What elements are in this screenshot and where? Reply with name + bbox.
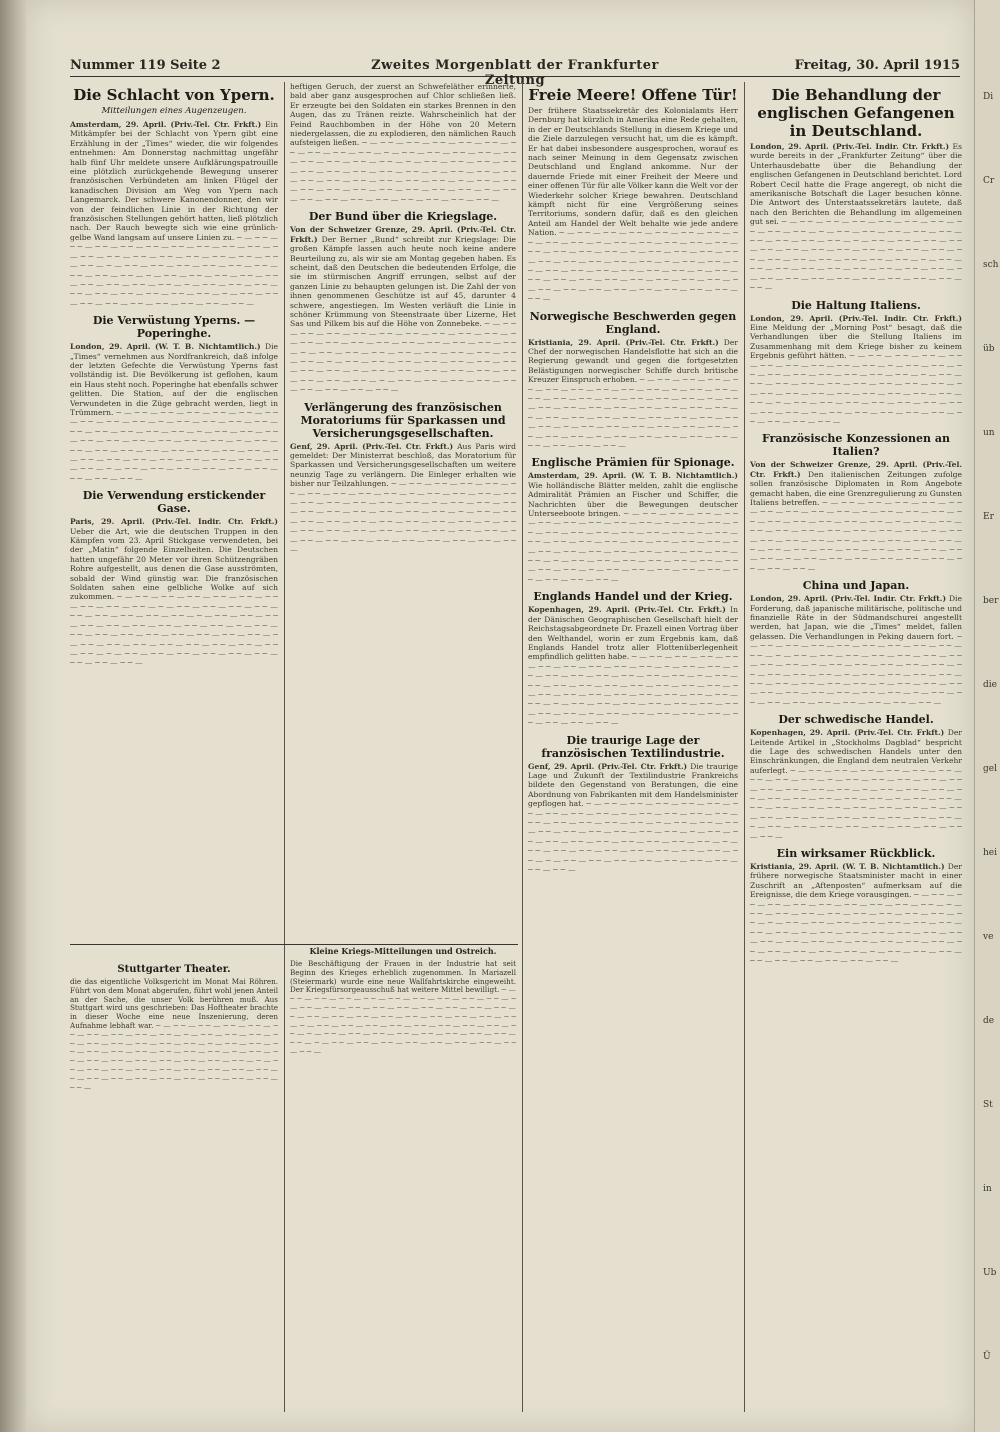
column-1: [70, 82, 278, 952]
article-dateline: Von der Schweizer Grenze, 29. April. (Priv.-Tel. Ctr. Frkft.): [750, 460, 962, 479]
article: [750, 847, 962, 965]
article: [70, 86, 278, 308]
column-rule: [284, 82, 285, 1412]
article-headline: Der Bund über die Kriegslage.: [308, 210, 498, 224]
feuilleton-left-text: die das eigentliche Volksgericht im Monat Mai Röhren. Führt von dem Monat abgerufen, führt wohl jenen Anteil an der Sache, die unser Volk berühren muß. Aus Stuttgart wird uns geschrieben: Das Hoftheater brachte in dieser Woche eine neue Inszenierung, deren Aufnahme lebhaft war.: [70, 977, 278, 1030]
article-text: Es wurde bereits in der „Frankfurter Zeitung“ über die Unterhausdebatte über die Behandlung der englischen Gefangenen in Deutschland berichtet. Lord Robert Cecil hatte die Frage angeregt, ob nicht die amerikanische Botschaft die Lager besuchen könne. Die Antwort des Unterstaatssekretärs lautete, daß nach den Berichten die Behandlung im allgemeinen gut sei.: [750, 142, 962, 227]
article-body: [528, 471, 738, 584]
adjacent-page-fragment: sch: [983, 260, 999, 270]
adjacent-page-fragment: ber: [983, 596, 999, 606]
article-dateline: Paris, 29. April. (Priv.-Tel. Indir. Ctr. Frkft.): [70, 517, 278, 527]
article-body: [750, 728, 962, 841]
article-dateline: London, 29. April. (W. T. B. Nichtamtlich.): [70, 342, 261, 352]
article-headline: Die Verwüstung Yperns. — Poperinghe.: [92, 314, 256, 341]
article-text: Aus Paris wird gemeldet: Der Ministerrat beschloß, das Moratorium für Sparkassen und Versicherungsgesellschaften um weitere neunzig Tage zu verlängern. Die Einleger erhalten wie bisher nur Teilzahlungen.: [290, 441, 516, 489]
article: [750, 713, 962, 841]
filler-text: ─ — ─ ─ — ─ ─ — ─ ─ — ─ ─ — ─ ─ — ─ ─ — ─ ─ — ─ ─ — ─ ─ — ─ — ─ ─ — ─ ─ — ─ ─ — ─ ─ — ─ ─ — ─ ─ — ─ ─ — ─ ─ — ─ ─ — ─ — ─ ─ — ─ ─ — ─ ─ — ─ ─ — ─ ─ — ─ ─ — ─ ─ — ─ ─ — ─ ─ — ─ — ─ ─ — ─ ─ — ─ ─ — ─ ─ — ─ ─ — ─ ─ — ─ ─ — ─ ─ — ─ ─ — ─ — ─ ─ — ─ ─ — ─ ─ — ─ ─ — ─ ─ — ─ ─ — ─ ─ — ─ ─ — ─ ─ — ─ — ─ ─ — ─ ─ — ─ ─ — ─ ─ — ─ ─ — ─ ─ — ─ ─ — ─ ─ — ─ ─ —: [70, 232, 278, 308]
filler-text: ─ — ─ ─ — ─ ─ — ─ ─ — ─ ─ — ─ ─ — ─ ─ — ─ ─ — ─ ─ — ─ ─ — ─ — ─ ─ — ─ ─ — ─ ─ — ─ ─ — ─ ─ — ─ ─ — ─ ─ — ─ ─ — ─ ─ — ─ — ─ ─ — ─ ─ — ─ ─ — ─ ─ — ─ ─ — ─ ─ — ─ ─ — ─ ─ — ─ ─ — ─ — ─ ─ — ─ ─ — ─ ─ — ─ ─ — ─ ─ — ─ ─ — ─ ─ — ─ ─ — ─ ─ — ─ — ─ ─ — ─ ─ — ─ ─ — ─ ─ — ─ ─ — ─ ─ — ─ ─ — ─ ─ — ─ ─ — ─ — ─ ─ — ─ ─ — ─ ─ — ─ ─ — ─ ─ — ─ ─ — ─ ─ — ─ ─ — ─ ─ —: [528, 228, 738, 304]
filler-text: ─ — ─ ─ — ─ ─ — ─ ─ — ─ ─ — ─ ─ — ─ ─ — ─ ─ — ─ ─ — ─ ─ — ─ — ─ ─ — ─ ─ — ─ ─ — ─ ─ — ─ ─ — ─ ─ — ─ ─ — ─ ─ — ─ ─ — ─ — ─ ─ — ─ ─ — ─ ─ — ─ ─ — ─ ─ — ─ ─ — ─ ─ — ─ ─ — ─ ─ — ─ — ─ ─ — ─ ─ — ─ ─ — ─ ─ — ─ ─ — ─ ─ — ─ ─ — ─ ─ — ─ ─ — ─ — ─ ─ — ─ ─ — ─ ─ — ─ ─ — ─ ─ — ─ ─ — ─ ─ — ─ ─ — ─ ─ — ─ — ─ ─ — ─ ─ — ─ ─ — ─ ─ — ─ ─ — ─ ─ — ─ ─ — ─ ─ — ─ ─ —: [528, 799, 738, 875]
article: [528, 456, 738, 584]
article-text: Die „Times“ vernehmen aus Nordfrankreich, daß infolge der letzten Gefechte die Verwüstung Yperns fast vollständig ist. Die Bevölkerung ist geflohen, kaum ein Haus steht noch. Poperinghe hat ebenfalls schwer gelitten. Die Station, auf der die englischen Verwundeten in die Züge gebracht werden, liegt in Trümmern.: [70, 342, 278, 417]
adjacent-page-fragment: de: [983, 1016, 995, 1026]
article-body: [70, 342, 278, 483]
filler-text: ─ — ─ ─ — ─ ─ — ─ ─ — ─ ─ — ─ ─ — ─ ─ — ─ ─ — ─ ─ — ─ ─ — ─ — ─ ─ — ─ ─ — ─ ─ — ─ ─ — ─ ─ — ─ ─ — ─ ─ — ─ ─ — ─ ─ — ─ — ─ ─ — ─ ─ — ─ ─ — ─ ─ — ─ ─ — ─ ─ — ─ ─ — ─ ─ — ─ ─ — ─ — ─ ─ — ─ ─ — ─ ─ — ─ ─ — ─ ─ — ─ ─ — ─ ─ — ─ ─ — ─ ─ — ─ — ─ ─ — ─ ─ — ─ ─ — ─ ─ — ─ ─ — ─ ─ — ─ ─ — ─ ─ — ─ ─ — ─ — ─ ─ — ─ ─ — ─ ─ — ─ ─ — ─ ─ — ─ ─ — ─ ─ — ─ ─ — ─ ─ —: [70, 407, 278, 483]
filler-text: ─ — ─ ─ — ─ ─ — ─ ─ — ─ ─ — ─ ─ — ─ ─ — ─ ─ — ─ ─ — ─ ─ — ─ — ─ ─ — ─ ─ — ─ ─ — ─ ─ — ─ ─ — ─ ─ — ─ ─ — ─ ─ — ─ ─ — ─ — ─ ─ — ─ ─ — ─ ─ — ─ ─ — ─ ─ — ─ ─ — ─ ─ — ─ ─ — ─ ─ — ─ — ─ ─ — ─ ─ — ─ ─ — ─ ─ — ─ ─ — ─ ─ — ─ ─ — ─ ─ — ─ ─ — ─ — ─ ─ — ─ ─ — ─ ─ — ─ ─ — ─ ─ — ─ ─ — ─ ─ — ─ ─ — ─ ─ — ─ — ─ ─ — ─ ─ — ─ ─ — ─ ─ — ─ ─ — ─ ─ — ─ ─ — ─ ─ — ─ ─ —: [528, 375, 738, 450]
article-body: [70, 120, 278, 308]
filler-text: ─ — ─ ─ — ─ ─ — ─ ─ — ─ ─ — ─ ─ — ─ ─ — ─ ─ — ─ ─ — ─ ─ — ─ — ─ ─ — ─ ─ — ─ ─ — ─ ─ — ─ ─ — ─ ─ — ─ ─ — ─ ─ — ─ ─ — ─ — ─ ─ — ─ ─ — ─ ─ — ─ ─ — ─ ─ — ─ ─ — ─ ─ — ─ ─ — ─ ─ — ─ — ─ ─ — ─ ─ — ─ ─ — ─ ─ — ─ ─ — ─ ─ — ─ ─ — ─ ─ — ─ ─ — ─ — ─ ─ — ─ ─ — ─ ─ — ─ ─ — ─ ─ — ─ ─ — ─ ─ — ─ ─ — ─ ─ — ─ — ─ ─ — ─ ─ — ─ ─ — ─ ─ — ─ ─ — ─ ─ — ─ ─ — ─ ─ — ─ ─ —: [750, 765, 962, 841]
article-dateline: Kristiania, 29. April. (Priv.-Tel. Ctr. Frkft.): [528, 337, 719, 347]
adjacent-page-fragment: ve: [983, 932, 994, 942]
article-text: Der Leitende Artikel in „Stockholms Dagblad“ bespricht die Lage des schwedischen Handels unter den Einschränkungen, die England dem neutralen Verkehr auferlegt.: [750, 728, 962, 775]
article-body: [290, 225, 516, 394]
article-headline: Die Verwendung erstickender Gase.: [82, 489, 266, 516]
book-spine: [0, 0, 26, 1432]
article: [750, 579, 962, 707]
column-rule: [744, 82, 745, 1412]
filler-text: ─ — ─ ─ — ─ ─ — ─ ─ — ─ ─ — ─ ─ — ─ ─ — ─ ─ — ─ ─ — ─ ─ — ─ — ─ ─ — ─ ─ — ─ ─ — ─ ─ — ─ ─ — ─ ─ — ─ ─ — ─ ─ — ─ ─ — ─ — ─ ─ — ─ ─ — ─ ─ — ─ ─ — ─ ─ — ─ ─ — ─ ─ — ─ ─ — ─ ─ — ─ — ─ ─ — ─ ─ — ─ ─ — ─ ─ — ─ ─ — ─ ─ — ─ ─ — ─ ─ — ─ ─ — ─ — ─ ─ — ─ ─ — ─ ─ — ─ ─ — ─ ─ — ─ ─ — ─ ─ — ─ ─ — ─ ─ — ─ — ─ ─ — ─ ─ — ─ ─ — ─ ─ — ─ ─ — ─ ─ — ─ ─ — ─ ─ — ─ ─ —: [750, 631, 962, 707]
masthead: [70, 58, 960, 88]
article: [290, 401, 516, 555]
article-dateline: Amsterdam, 29. April. (W. T. B. Nichtamtlich.): [528, 471, 738, 481]
feuilleton-right-text: Die Beschäftigung der Frauen in der Industrie hat seit Beginn des Krieges erheblich zugenommen. In Mariazell (Steiermark) wurde eine neue Wallfahrtskirche eingeweiht. Der Kriegsfürsorgeausschuß hat weitere Mittel bewilligt.: [290, 960, 516, 995]
article-dateline: Genf, 29. April. (Priv.-Tel. Ctr. Frkft.): [290, 441, 454, 451]
adjacent-page-fragment: die: [983, 680, 997, 690]
filler-text: ─ — ─ ─ — ─ ─ — ─ ─ — ─ ─ — ─ ─ — ─ ─ — ─ ─ — ─ ─ — ─ ─ — ─ — ─ ─ — ─ ─ — ─ ─ — ─ ─ — ─ ─ — ─ ─ — ─ ─ — ─ ─ — ─ ─ — ─ — ─ ─ — ─ ─ — ─ ─ — ─ ─ — ─ ─ — ─ ─ — ─ ─ — ─ ─ — ─ ─ — ─ — ─ ─ — ─ ─ — ─ ─ — ─ ─ — ─ ─ — ─ ─ — ─ ─ — ─ ─ — ─ ─ — ─ — ─ ─ — ─ ─ — ─ ─ — ─ ─ — ─ ─ — ─ ─ — ─ ─ — ─ ─ — ─ ─ — ─ — ─ ─ — ─ ─ — ─ ─ — ─ ─ — ─ ─ — ─ ─ — ─ ─ — ─ ─ — ─ ─ —: [290, 479, 516, 555]
article-headline: Die Haltung Italiens.: [791, 298, 921, 312]
article-dateline: London, 29. April. (Priv.-Tel. Indir. Ctr. Frkft.): [750, 142, 950, 151]
article-body: [290, 82, 516, 204]
article-headline: Die Behandlung der englischen Gefangenen in Deutschland.: [757, 86, 955, 140]
issue-number: Nummer 119 Seite 2: [70, 58, 221, 73]
article-dateline: London, 29. April. (Priv.-Tel. Indir. Ctr. Frkft.): [750, 594, 947, 604]
issue-date: Freitag, 30. April 1915: [794, 58, 960, 73]
feuilleton-right: [290, 960, 516, 1400]
article-text: Der frühere norwegische Staatsminister macht in einer Zuschrift an „Aftenposten“ aufmerksam auf die Ereignisse, die dem Kriege vorausgingen.: [750, 862, 962, 900]
article-text: Wie holländische Blätter melden, zahlt die englische Admiralität Prämien an Fischer und Schiffer, die Nachrichten über die Bewegungen deutscher Unterseeboote bringen.: [528, 480, 738, 519]
adjacent-page-fragment: Er: [983, 512, 994, 522]
article-headline: Französische Konzessionen an Italien?: [762, 432, 950, 459]
feuilleton-right-header: Kleine Kriegs-Mitteilungen und Ostreich.: [309, 946, 497, 956]
article-body: [750, 314, 962, 427]
article-headline: Die traurige Lage der französischen Textilindustrie.: [541, 733, 725, 760]
filler-text: ─ — ─ ─ — ─ ─ — ─ ─ — ─ ─ — ─ ─ — ─ ─ — ─ ─ — ─ ─ — ─ ─ — ─ — ─ ─ — ─ ─ — ─ ─ — ─ ─ — ─ ─ — ─ ─ — ─ ─ — ─ ─ — ─ ─ — ─ — ─ ─ — ─ ─ — ─ ─ — ─ ─ — ─ ─ — ─ ─ — ─ ─ — ─ ─ — ─ ─ — ─ — ─ ─ — ─ ─ — ─ ─ — ─ ─ — ─ ─ — ─ ─ — ─ ─ — ─ ─ — ─ ─ — ─ — ─ ─ — ─ ─ — ─ ─ — ─ ─ — ─ ─ — ─ ─ — ─ ─ — ─ ─ — ─ ─ — ─ — ─ ─ — ─ ─ — ─ ─ — ─ ─ — ─ ─ — ─ ─ — ─ ─ — ─ ─ — ─ ─ —: [528, 652, 738, 728]
article: [750, 86, 962, 293]
article-dateline: Genf, 29. April. (Priv.-Tel. Ctr. Frkft.): [528, 761, 688, 771]
article-text: Der frühere Staatssekretär des Kolonialamts Herr Dernburg hat kürzlich in Amerika eine Rede gehalten, in der er Deutschlands Stellung in diesem Kriege und die Ziele darzulegen versucht hat, um die es kämpft. Er hat dabei insbesondere ausgesprochen, worauf es nach seiner Meinung in dem Gegensatz zwischen Deutschland und England ankomme. Nur der dauernde Friede mit einer Freiheit der Meere und einer offenen Tür für alle Völker kann die Welt vor der Wiederkehr solcher Kriege bewahren. Deutschland kämpft nicht für eine Vergrößerung seines Territoriums, sondern dafür, daß es den gleichen Anteil am Handel der Welt behalte wie jede andere Nation.: [528, 106, 738, 238]
adjacent-page-fragment: Ü: [983, 1352, 991, 1362]
article-dateline: London, 29. April. (Priv.-Tel. Indir. Ctr. Frkft.): [750, 313, 962, 323]
article: [528, 734, 738, 875]
article: [528, 590, 738, 727]
article-headline: Verlängerung des französischen Moratoriums für Sparkassen und Versicherungsgesellschaften.: [300, 400, 506, 440]
article-headline: Englands Handel und der Krieg.: [533, 590, 733, 604]
article-text: Der Chef der norwegischen Handelsflotte hat sich an die Regierung gewandt und gegen die fortgesetzten Belästigungen norwegischer Schiffe durch britische Kreuzer Einspruch erhoben.: [528, 337, 738, 385]
newspaper-title: Zweites Morgenblatt der Frankfurter Zeitung: [371, 58, 659, 88]
article-text: Die traurige Lage und Zukunft der Textilindustrie Frankreichs bildete den Gegenstand von Beratungen, die eine Abordnung von Fabrikanten mit dem Handelsminister gepflogen hat.: [528, 761, 738, 809]
article-text: Die Forderung, daß japanische militärische, politische und finanzielle Räte in der Südmandschurei angestellt werden, hat Japan, wie die „Times“ meldet, fallen gelassen. Die Verhandlungen in Peking dauern fort.: [750, 594, 962, 641]
article-headline: Die Schlacht von Ypern.: [73, 86, 275, 104]
adjacent-page-fragment: hei: [983, 848, 998, 858]
adjacent-page-fragment: üb: [983, 344, 995, 354]
adjacent-page-fragment: un: [983, 428, 995, 438]
article: [750, 432, 962, 573]
feuilleton-left-title: Stuttgarter Theater.: [117, 964, 231, 975]
article-subhead: Mitteilungen eines Augenzeugen.: [101, 106, 247, 116]
article: [528, 86, 738, 304]
article-text: heftigen Geruch, der zuerst an Schwefeläther erinnerte, bald aber ganz ausgesprochen auf Chlor schließen ließ. Er erzeugte bei den Soldaten ein starkes Brennen in den Augen, das zu Tränen reizte. Wahrscheinlich hat der Feind Rauchbomben in der Höhe von 20 Metern niedergelassen, die zu explodieren, den nämlichen Rauch aufsteigen ließen.: [290, 82, 516, 148]
article: [70, 314, 278, 483]
column-4: [750, 82, 962, 1412]
article: [290, 82, 516, 204]
article-headline: Freie Meere! Offene Tür!: [528, 86, 738, 104]
filler-text: ─ — ─ ─ — ─ ─ — ─ ─ — ─ ─ — ─ ─ — ─ ─ — ─ ─ — ─ ─ — ─ ─ — ─ — ─ ─ — ─ ─ — ─ ─ — ─ ─ — ─ ─ — ─ ─ — ─ ─ — ─ ─ — ─ ─ — ─ — ─ ─ — ─ ─ — ─ ─ — ─ ─ — ─ ─ — ─ ─ — ─ ─ — ─ ─ — ─ ─ — ─ — ─ ─ — ─ ─ — ─ ─ — ─ ─ — ─ ─ — ─ ─ — ─ ─ — ─ ─ — ─ ─ — ─ — ─ ─ — ─ ─ — ─ ─ — ─ ─ — ─ ─ — ─ ─ — ─ ─ — ─ ─ — ─ ─ — ─ — ─ ─ — ─ ─ — ─ ─ — ─ ─ — ─ ─ — ─ ─ — ─ ─ — ─ ─ — ─ ─ —: [290, 319, 516, 395]
filler-text: ─ — ─ ─ — ─ ─ — ─ ─ — ─ ─ — ─ ─ — ─ ─ — ─ ─ — ─ ─ — ─ ─ — ─ — ─ ─ — ─ ─ — ─ ─ — ─ ─ — ─ ─ — ─ ─ — ─ ─ — ─ ─ — ─ ─ — ─ — ─ ─ — ─ ─ — ─ ─ — ─ ─ — ─ ─ — ─ ─ — ─ ─ — ─ ─ — ─ ─ — ─ — ─ ─ — ─ ─ — ─ ─ — ─ ─ — ─ ─ — ─ ─ — ─ ─ — ─ ─ — ─ ─ — ─ — ─ ─ — ─ ─ — ─ ─ — ─ ─ — ─ ─ — ─ ─ — ─ ─ — ─ ─ — ─ ─ — ─ — ─ ─ — ─ ─ — ─ ─ — ─ ─ — ─ ─ — ─ ─ — ─ ─ — ─ ─ — ─ ─ —: [750, 890, 962, 966]
article-text: Ueber die Art, wie die deutschen Truppen in den Kämpfen vom 23. April Stickgase verwendeten, bei der „Matin“ folgende Einzelheiten. Die Deutschen hatten ungefähr 20 Meter vor ihren Schützengräben Rohre aufgestellt, aus denen die Gase ausströmten, sobald der Wind günstig war. Die französischen Soldaten sahen eine gelbliche Wolke auf sich zukommen.: [70, 526, 278, 602]
adjacent-page-fragment: Cr: [983, 176, 995, 186]
article-dateline: Kopenhagen, 29. April. (Priv.-Tel. Ctr. Frkft.): [750, 728, 945, 738]
column-3: [528, 82, 738, 1412]
article-headline: Norwegische Beschwerden gegen England.: [529, 309, 737, 336]
adjacent-page-fragment: Di: [983, 92, 994, 102]
article-dateline: Kristiania, 29. April. (W. T. B. Nichtamtlich.): [750, 862, 945, 871]
filler-text: ─ — ─ ─ — ─ ─ — ─ ─ — ─ ─ — ─ ─ — ─ ─ — ─ ─ — ─ ─ — ─ ─ — ─ — ─ ─ — ─ ─ — ─ ─ — ─ ─ — ─ ─ — ─ ─ — ─ ─ — ─ ─ — ─ ─ — ─ — ─ ─ — ─ ─ — ─ ─ — ─ ─ — ─ ─ — ─ ─ — ─ ─ — ─ ─ — ─ ─ — ─ — ─ ─ — ─ ─ — ─ ─ — ─ ─ — ─ ─ — ─ ─ — ─ ─ — ─ ─ — ─ ─ — ─ — ─ ─ — ─ ─ — ─ ─ — ─ ─ — ─ ─ — ─ ─ — ─ ─ — ─ ─ — ─ ─ — ─ — ─ ─ — ─ ─ — ─ ─ — ─ ─ — ─ ─ — ─ ─ — ─ ─ — ─ ─ — ─ ─ —: [750, 217, 962, 293]
article-dateline: Amsterdam, 29. April. (Priv.-Tel. Ctr. Frkft.): [70, 120, 262, 129]
article-body: [528, 605, 738, 727]
filler-text: ─ — ─ ─ — ─ ─ — ─ ─ — ─ ─ — ─ ─ — ─ ─ — ─ ─ — ─ ─ — ─ ─ — ─ — ─ ─ — ─ ─ — ─ ─ — ─ ─ — ─ ─ — ─ ─ — ─ ─ — ─ ─ — ─ ─ — ─ — ─ ─ — ─ ─ — ─ ─ — ─ ─ — ─ ─ — ─ ─ — ─ ─ — ─ ─ — ─ ─ — ─ — ─ ─ — ─ ─ — ─ ─ — ─ ─ — ─ ─ — ─ ─ — ─ ─ — ─ ─ — ─ ─ — ─ — ─ ─ — ─ ─ — ─ ─ — ─ ─ — ─ ─ — ─ ─ — ─ ─ — ─ ─ — ─ ─ — ─ — ─ ─ — ─ ─ — ─ ─ — ─ ─ — ─ ─ — ─ ─ — ─ ─ — ─ ─ — ─ ─ —: [750, 498, 962, 573]
article-body: [528, 338, 738, 451]
article: [70, 489, 278, 668]
article-body: [528, 762, 738, 875]
article: [528, 310, 738, 451]
article-text: Eine Meldung der „Morning Post“ besagt, daß die Verhandlungen über die Stellung Italiens im Zusammenhang mit dem Kriege bisher zu keinem Ergebnis geführt hätten.: [750, 322, 962, 361]
filler-text: ─ — ─ ─ — ─ ─ — ─ ─ — ─ ─ — ─ ─ — ─ ─ — ─ ─ — ─ ─ — ─ ─ — ─ — ─ ─ — ─ ─ — ─ ─ — ─ ─ — ─ ─ — ─ ─ — ─ ─ — ─ ─ — ─ ─ — ─ — ─ ─ — ─ ─ — ─ ─ — ─ ─ — ─ ─ — ─ ─ — ─ ─ — ─ ─ — ─ ─ — ─ — ─ ─ — ─ ─ — ─ ─ — ─ ─ — ─ ─ — ─ ─ — ─ ─ — ─ ─ — ─ ─ — ─ — ─ ─ — ─ ─ — ─ ─ — ─ ─ — ─ ─ — ─ ─ — ─ ─ — ─ ─ — ─ ─ — ─ — ─ ─ — ─ ─ — ─ ─ — ─ ─ — ─ ─ — ─ ─ — ─ ─ — ─ ─ — ─ ─ —: [290, 138, 516, 204]
filler-text: ─ — ─ ─ — ─ ─ — ─ ─ — ─ ─ — ─ ─ — ─ ─ — ─ ─ — ─ ─ — ─ ─ — ─ — ─ ─ — ─ ─ — ─ ─ — ─ ─ — ─ ─ — ─ ─ — ─ ─ — ─ ─ — ─ ─ — ─ — ─ ─ — ─ ─ — ─ ─ — ─ ─ — ─ ─ — ─ ─ — ─ ─ — ─ ─ — ─ ─ — ─ — ─ ─ — ─ ─ — ─ ─ — ─ ─ — ─ ─ — ─ ─ — ─ ─ — ─ ─ — ─ ─ — ─ — ─ ─ — ─ ─ — ─ ─ — ─ ─ — ─ ─ — ─ ─ — ─ ─ — ─ ─ — ─ ─ — ─ — ─ ─ — ─ ─ — ─ ─ — ─ ─ — ─ ─ — ─ ─ — ─ ─ — ─ ─ — ─ ─ —: [290, 985, 516, 1056]
article: [750, 299, 962, 427]
article-dateline: Kopenhagen, 29. April. (Priv.-Tel. Ctr. Frkft.): [528, 605, 726, 615]
article-body: [750, 460, 962, 573]
adjacent-page-fragment: Ub: [983, 1268, 997, 1278]
adjacent-page-fragment: gel: [983, 764, 997, 774]
article-body: [750, 142, 962, 293]
article-body: [750, 862, 962, 965]
adjacent-page-edge: [974, 0, 1000, 1432]
filler-text: ─ — ─ ─ — ─ ─ — ─ ─ — ─ ─ — ─ ─ — ─ ─ — ─ ─ — ─ ─ — ─ ─ — ─ — ─ ─ — ─ ─ — ─ ─ — ─ ─ — ─ ─ — ─ ─ — ─ ─ — ─ ─ — ─ ─ — ─ — ─ ─ — ─ ─ — ─ ─ — ─ ─ — ─ ─ — ─ ─ — ─ ─ — ─ ─ — ─ ─ — ─ — ─ ─ — ─ ─ — ─ ─ — ─ ─ — ─ ─ — ─ ─ — ─ ─ — ─ ─ — ─ ─ — ─ — ─ ─ — ─ ─ — ─ ─ — ─ ─ — ─ ─ — ─ ─ — ─ ─ — ─ ─ — ─ ─ — ─ — ─ ─ — ─ ─ — ─ ─ — ─ ─ — ─ ─ — ─ ─ — ─ ─ — ─ ─ — ─ ─ —: [750, 351, 962, 426]
adjacent-page-fragment: St: [983, 1100, 993, 1110]
article-text: In der Dänischen Geographischen Gesellschaft hielt der Reichstagsabgeordnete Dr. Frazell einen Vortrag über den Welthandel, worin er zum Ergebnis kam, daß Englands Handel trotz aller Flottenüberlegenheit empfindlich gelitten habe.: [528, 605, 738, 662]
article-body: [750, 594, 962, 707]
article-text: Ein Mitkämpfer bei der Schlacht von Ypern gibt eine Erzählung in der „Times“ wieder, die wir folgendes entnehmen: Am Donnerstag nachmittag ungefähr halb fünf Uhr meldete unsere Aufklärungspatrouille eine plötzlich zurückgehende Bewegung unserer französischen Verbündeten am linken Flügel der kanadischen Division am Weg von Ypern nach Langemarck. Der schwere Kanonendonner, den wir von der feindlichen Linie in der Richtung der französischen Stellungen gehört hatten, ließ plötzlich nach. Der Rauch bewegte sich wie eine grünlich-gelbe Wand langsam auf unsere Linien zu.: [70, 120, 278, 242]
article-dateline: Von der Schweizer Grenze, 29. April. (Priv.-Tel. Ctr. Frkft.): [290, 225, 516, 244]
article-text: Der Berner „Bund“ schreibt zur Kriegslage: Die großen Kämpfe lassen auch heute noch keine andere Beurteilung zu, als wir sie am Montag gegeben haben. Es scheint, daß den Deutschen die bedeutenden Erfolge, die sie im stürmischen Angriff errungen, selbst auf der ganzen Linie zu behaupten gelungen ist. Die Zahl der von ihnen genommenen Geschütze ist auf 45, darunter 4 schwere, angestiegen. Im Westen verläuft die Linie in schöner Krümmung von Steenstraate über Lizerne, Het Sas und Pilkem bis auf die Höhe von Zonnebeke.: [290, 234, 516, 329]
article-body: [70, 517, 278, 668]
column-2: [290, 82, 516, 952]
feuilleton-left: [70, 958, 278, 1398]
article-headline: Ein wirksamer Rückblick.: [776, 847, 936, 860]
article-headline: China und Japan.: [802, 579, 910, 593]
adjacent-page-fragment: in: [983, 1184, 992, 1194]
article-body: [290, 442, 516, 555]
column-rule: [522, 82, 523, 1412]
article-headline: Englische Prämien für Spionage.: [531, 456, 735, 470]
article-text: Den italienischen Zeitungen zufolge sollen französische Diplomaten in Rom Angebote gemacht haben, die eine Grenzregulierung zu Gunsten Italiens betreffen.: [750, 469, 962, 507]
article: [290, 210, 516, 394]
article-headline: Der schwedische Handel.: [778, 713, 934, 727]
filler-text: ─ — ─ ─ — ─ ─ — ─ ─ — ─ ─ — ─ ─ — ─ ─ — ─ ─ — ─ ─ — ─ ─ — ─ — ─ ─ — ─ ─ — ─ ─ — ─ ─ — ─ ─ — ─ ─ — ─ ─ — ─ ─ — ─ ─ — ─ — ─ ─ — ─ ─ — ─ ─ — ─ ─ — ─ ─ — ─ ─ — ─ ─ — ─ ─ — ─ ─ — ─ — ─ ─ — ─ ─ — ─ ─ — ─ ─ — ─ ─ — ─ ─ — ─ ─ — ─ ─ — ─ ─ — ─ — ─ ─ — ─ ─ — ─ ─ — ─ ─ — ─ ─ — ─ ─ — ─ ─ — ─ ─ — ─ ─ — ─ — ─ ─ — ─ ─ — ─ ─ — ─ ─ — ─ ─ — ─ ─ — ─ ─ — ─ ─ — ─ ─ —: [528, 509, 738, 584]
filler-text: ─ — ─ ─ — ─ ─ — ─ ─ — ─ ─ — ─ ─ — ─ ─ — ─ ─ — ─ ─ — ─ ─ — ─ — ─ ─ — ─ ─ — ─ ─ — ─ ─ — ─ ─ — ─ ─ — ─ ─ — ─ ─ — ─ ─ — ─ — ─ ─ — ─ ─ — ─ ─ — ─ ─ — ─ ─ — ─ ─ — ─ ─ — ─ ─ — ─ ─ — ─ — ─ ─ — ─ ─ — ─ ─ — ─ ─ — ─ ─ — ─ ─ — ─ ─ — ─ ─ — ─ ─ — ─ — ─ ─ — ─ ─ — ─ ─ — ─ ─ — ─ ─ — ─ ─ — ─ ─ — ─ ─ — ─ ─ — ─ — ─ ─ — ─ ─ — ─ ─ — ─ ─ — ─ ─ — ─ ─ — ─ ─ — ─ ─ — ─ ─ —: [70, 1020, 278, 1092]
article-body: [528, 106, 738, 304]
filler-text: ─ — ─ ─ — ─ ─ — ─ ─ — ─ ─ — ─ ─ — ─ ─ — ─ ─ — ─ ─ — ─ ─ — ─ — ─ ─ — ─ ─ — ─ ─ — ─ ─ — ─ ─ — ─ ─ — ─ ─ — ─ ─ — ─ ─ — ─ — ─ ─ — ─ ─ — ─ ─ — ─ ─ — ─ ─ — ─ ─ — ─ ─ — ─ ─ — ─ ─ — ─ — ─ ─ — ─ ─ — ─ ─ — ─ ─ — ─ ─ — ─ ─ — ─ ─ — ─ ─ — ─ ─ — ─ — ─ ─ — ─ ─ — ─ ─ — ─ ─ — ─ ─ — ─ ─ — ─ ─ — ─ ─ — ─ ─ — ─ — ─ ─ — ─ ─ — ─ ─ — ─ ─ — ─ ─ — ─ ─ — ─ ─ — ─ ─ — ─ ─ —: [70, 592, 278, 668]
